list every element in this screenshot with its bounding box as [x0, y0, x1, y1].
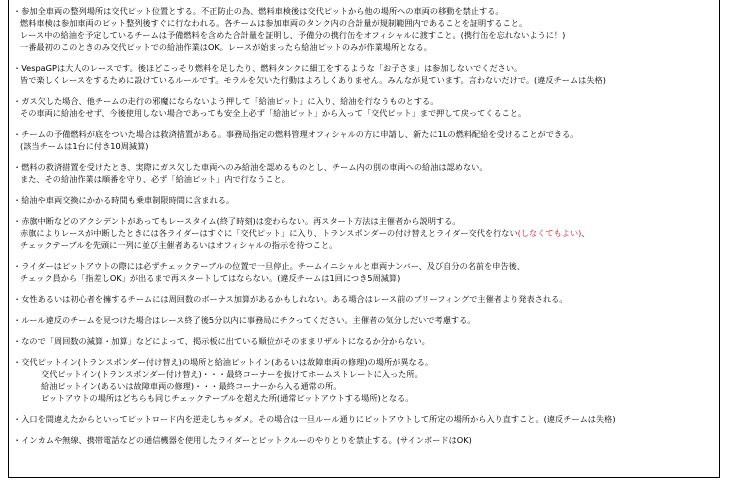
rule-line: [13, 392, 713, 404]
rule-line: [13, 314, 713, 326]
rule-text: ・なので「周回数の減算・加算」などによって、掲示板に出ている順位がそのままリザルトになるか分からない。: [13, 336, 430, 346]
rule-text: ・女性あるいは初心者を擁するチームには周回数のボーナス加算があるかもしれない。ある場合はレース前のブリーフィングで主催者より発表される。: [13, 294, 568, 304]
rule-line: [13, 413, 713, 425]
rule-line: [13, 107, 713, 119]
rule-text: ・ルール違反のチームを見つけた場合はレース終了後5分以内に事務局にチクってください。主催者の気分しだいで考慮する。: [13, 315, 476, 325]
rule-line: [13, 41, 713, 53]
rule-text: ・交代ピットイン(トランスポンダー付け替え)の場所と給油ピットイン(あるいは故障車両の修理)の場所が異なる。: [13, 357, 434, 367]
rule-item: [13, 62, 713, 86]
rule-item: [13, 95, 713, 119]
rule-line: [13, 140, 713, 152]
rule-line: [13, 368, 713, 380]
rule-line: [13, 173, 713, 185]
rule-line: [13, 380, 713, 392]
rule-line: [13, 239, 713, 251]
rule-item: [13, 314, 713, 326]
rule-item: [13, 356, 713, 404]
rule-text: 燃料車検は参加車両のピット整列後すぐに行なわれる。各チームは参加車両のタンク内の合計量が規制範囲内であることを証明すること。: [20, 18, 528, 28]
rule-item: [13, 5, 713, 53]
rule-line: [13, 227, 713, 239]
rule-text: 給油ピットイン(あるいは故障車両の修理)・・・最終コーナーから入る通常の所。: [41, 381, 342, 391]
rule-line: [13, 293, 713, 305]
rule-item: [13, 215, 713, 251]
rule-line: [13, 62, 713, 74]
rule-item: [13, 335, 713, 347]
rule-line: [13, 128, 713, 140]
rule-text: レース中の給油を予定しているチームは予備燃料を含めた合計量を証明し、予備分の携行缶をオフィシャルに渡すこと。(携行缶を忘れないように！): [20, 30, 566, 40]
rule-item: [13, 161, 713, 185]
rule-text: チェック員から「指差しOK」が出るまで再スタートしてはならない。(違反チームは1回につき5周減算): [20, 273, 401, 283]
rule-line: [13, 74, 713, 86]
rule-line: [13, 29, 713, 41]
rule-line: [13, 215, 713, 227]
rule-text: 皆で楽しくレースをするために設けているルールです。モラルを欠いた行動はよろしくありません。みんなが見ています。言わないだけで。(違反チームは失格): [20, 75, 606, 85]
rule-item: [13, 128, 713, 152]
rule-line: [13, 5, 713, 17]
rule-text: (該当チームは1台に付き10周減算): [20, 141, 149, 151]
rule-line: [13, 260, 713, 272]
rule-text: 赤旗によりレースが中断したときには各ライダーはすぐに「交代ピット」に入り、トランスポンダーの付け替えとライダー交代を行ない: [20, 228, 518, 238]
rule-item: [13, 293, 713, 305]
rule-line: [13, 272, 713, 284]
rule-text: ・参加全車両の整列場所は交代ピット位置とする。不正防止の為、燃料車検後は交代ピットから他の場所への車両の移動を禁止する。: [13, 6, 504, 16]
rule-text: その車両に給油をせず、今後使用しない場合であっても安全上必ず「給油ピット」から入って「交代ピット」まで押して戻ってくること。: [20, 108, 527, 118]
rule-text: ・入口を間違えたからといってピットロード内を逆走しちゃダメ。その場合は一旦ルール通りにピットアウトして所定の場所から入り直すこと。(違反チームは失格): [13, 414, 616, 424]
rule-line: [13, 434, 713, 446]
rule-text: チェックテーブルを先頭に一列に並び主催者あるいはオフィシャルの指示を待つこと。: [20, 240, 338, 250]
rule-text: ・赤旗中断などのアクシデントがあってもレースタイム(終了時刻)は変わらない。再スタート方法は主催者から説明する。: [13, 216, 461, 226]
rule-text-tail: 、: [581, 228, 590, 238]
rule-text: ・給油や車両交換にかかる時間も乗車制限時間に含まれる。: [13, 195, 235, 205]
rule-item: [13, 413, 713, 425]
rule-text: また、その給油作業は順番を守り、必ず「給油ピット」内で行なうこと。: [20, 174, 290, 184]
rule-line: [13, 356, 713, 368]
rule-item: [13, 194, 713, 206]
rules-document: [8, 0, 720, 478]
rule-text: ・燃料の救済措置を受けたとき、実際にガス欠した車両へのみ給油を認めるものとし、チーム内の別の車両への給油は認めない。: [13, 162, 488, 172]
rule-note-red: (しなくてもよい): [517, 228, 582, 238]
rule-text: ・VespaGPは大人のレースです。後ほどこっそり燃料を足したり、燃料タンクに細工をするような「お子さま」は参加しないでください。: [13, 63, 523, 73]
rule-text: ・インカムや無線、携帯電話などの通信機器を使用したライダーとピットクルーのやりとりを禁止する。(サインボードはOK): [13, 435, 472, 445]
rule-line: [13, 335, 713, 347]
rule-text: ・チームの予備燃料が底をついた場合は救済措置がある。事務局指定の燃料管理オフィシャルの方に申請し、新たに1Lの燃料配給を受けることができる。: [13, 129, 579, 139]
rule-line: [13, 194, 713, 206]
rule-line: [13, 161, 713, 173]
rule-item: [13, 434, 713, 446]
rule-text: ・ガス欠した場合、他チームの走行の邪魔にならないよう押して「給油ピット」に入り、給油を行なうものとする。: [13, 96, 439, 106]
rule-text: 交代ピットイン(トランスポンダー付け替え)・・・最終コーナーを抜けてホームストレートに入った所。: [41, 369, 423, 379]
rule-text: ・ライダーはピットアウトの際には必ずチェックテーブルの位置で一旦停止。チームイニシャルと車両ナンバー、及び自分の名前を申告後、: [13, 261, 526, 271]
rule-line: [13, 17, 713, 29]
rule-text: 一番最初のこのときのみ交代ピットでの給油作業はOK。レースが始まったら給油ピットのみが作業場所となる。: [20, 42, 432, 52]
rule-line: [13, 95, 713, 107]
rule-item: [13, 260, 713, 284]
rule-text: ピットアウトの場所はどちらも同じチェックテーブルを超えた所(通常ピットアウトする場所)となる。: [41, 393, 414, 403]
